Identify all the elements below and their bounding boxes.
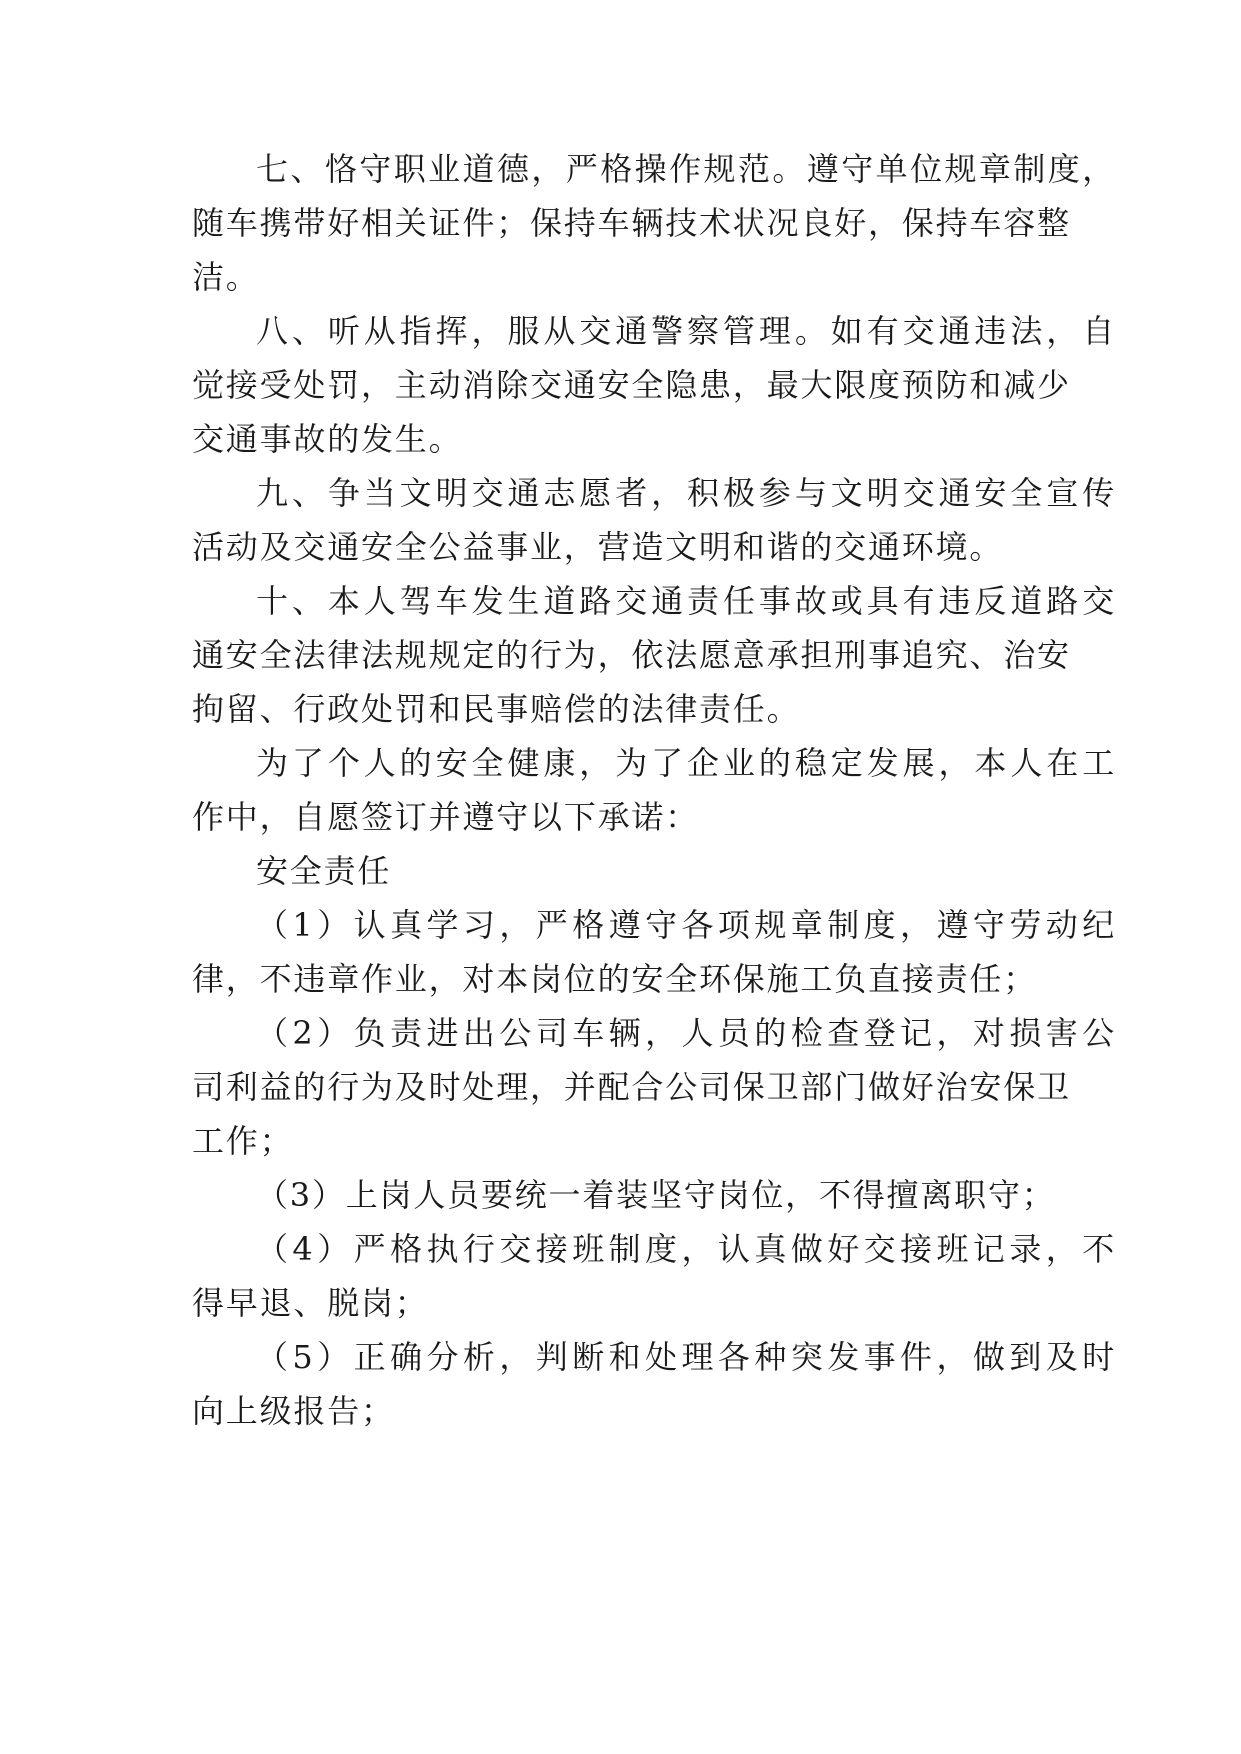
text-line: 七、恪守职业道德，严格操作规范。遵守单位规章制度， — [256, 150, 1116, 188]
text-line: 为了个人的安全健康，为了企业的稳定发展，本人在工 — [256, 744, 1116, 782]
text-line: 随车携带好相关证件；保持车辆技术状况良好，保持车容整 — [192, 204, 1071, 242]
text-line: 工作； — [192, 1122, 294, 1160]
text-line: 九、争当文明交通志愿者，积极参与文明交通安全宣传 — [256, 474, 1116, 512]
text-line: 交通事故的发生。 — [192, 420, 463, 458]
section-heading: 安全责任 — [256, 852, 392, 890]
text-line: （5）正确分析，判断和处理各种突发事件，做到及时 — [256, 1338, 1116, 1376]
text-line: 向上级报告； — [192, 1392, 395, 1430]
text-line: 通安全法律法规规定的行为，依法愿意承担刑事追究、治安 — [192, 636, 1071, 674]
text-line: 拘留、行政处罚和民事赔偿的法律责任。 — [192, 690, 801, 728]
text-line: 八、听从指挥，服从交通警察管理。如有交通违法，自 — [256, 312, 1116, 350]
text-line: （2）负责进出公司车辆，人员的检查登记，对损害公 — [256, 1014, 1116, 1052]
text-line: 律，不违章作业，对本岗位的安全环保施工负直接责任； — [192, 960, 1038, 998]
text-line: 洁。 — [192, 258, 260, 296]
text-line: 觉接受处罚，主动消除交通安全隐患，最大限度预防和减少 — [192, 366, 1071, 404]
text-line: 作中，自愿签订并遵守以下承诺： — [192, 798, 700, 836]
text-line: 司利益的行为及时处理，并配合公司保卫部门做好治安保卫 — [192, 1068, 1071, 1106]
text-line: 活动及交通安全公益事业，营造文明和谐的交通环境。 — [192, 528, 1004, 566]
text-line: （4）严格执行交接班制度，认真做好交接班记录，不 — [256, 1230, 1116, 1268]
text-line: （1）认真学习，严格遵守各项规章制度，遵守劳动纪 — [256, 906, 1116, 944]
text-line: 十、本人驾车发生道路交通责任事故或具有违反道路交 — [256, 582, 1116, 620]
text-line: 得早退、脱岗； — [192, 1284, 429, 1322]
text-line: （3）上岗人员要统一着装坚守岗位，不得擅离职守； — [256, 1176, 1056, 1214]
